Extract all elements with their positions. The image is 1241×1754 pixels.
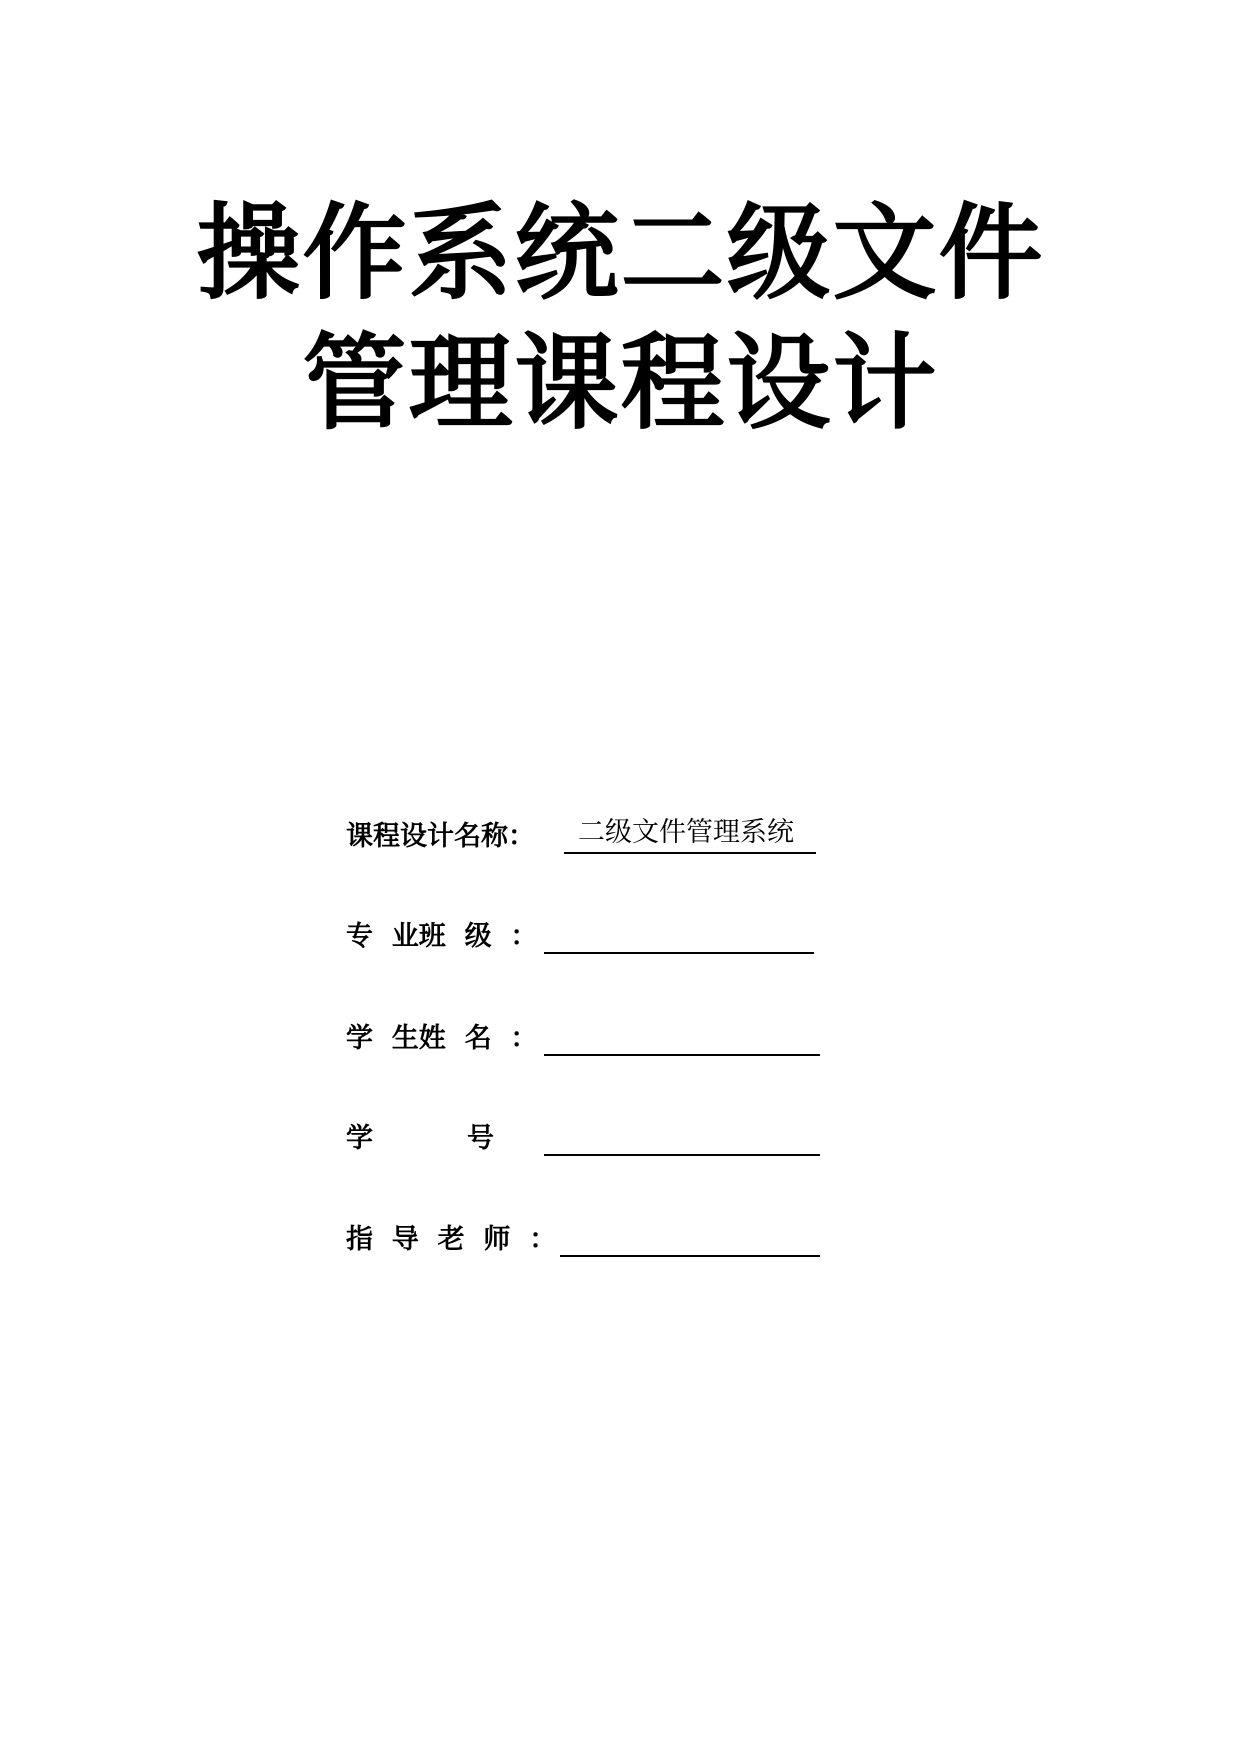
course-name-value: 二级文件管理系统 — [578, 817, 794, 848]
student-id-label: 学 号 — [346, 1123, 494, 1154]
class-field — [346, 910, 836, 960]
advisor-label: 指 导 老 师 ： — [346, 1224, 557, 1255]
advisor-underline — [560, 1219, 820, 1257]
student-id-underline — [544, 1118, 820, 1156]
class-underline — [544, 916, 814, 954]
course-name-field — [346, 810, 836, 860]
document-title-line-2: 管理课程设计 — [302, 321, 939, 444]
student-name-label: 学 生姓 名 ： — [346, 1023, 538, 1054]
student-name-field — [346, 1012, 836, 1062]
document-title-line-1: 操作系统二级文件 — [196, 191, 1045, 314]
advisor-field — [346, 1213, 836, 1263]
class-label: 专 业班 级 ： — [346, 921, 538, 952]
course-name-label: 课程设计名称： — [346, 821, 535, 852]
student-id-field — [346, 1112, 836, 1162]
course-name-underline — [564, 816, 816, 854]
student-name-underline — [544, 1018, 820, 1056]
